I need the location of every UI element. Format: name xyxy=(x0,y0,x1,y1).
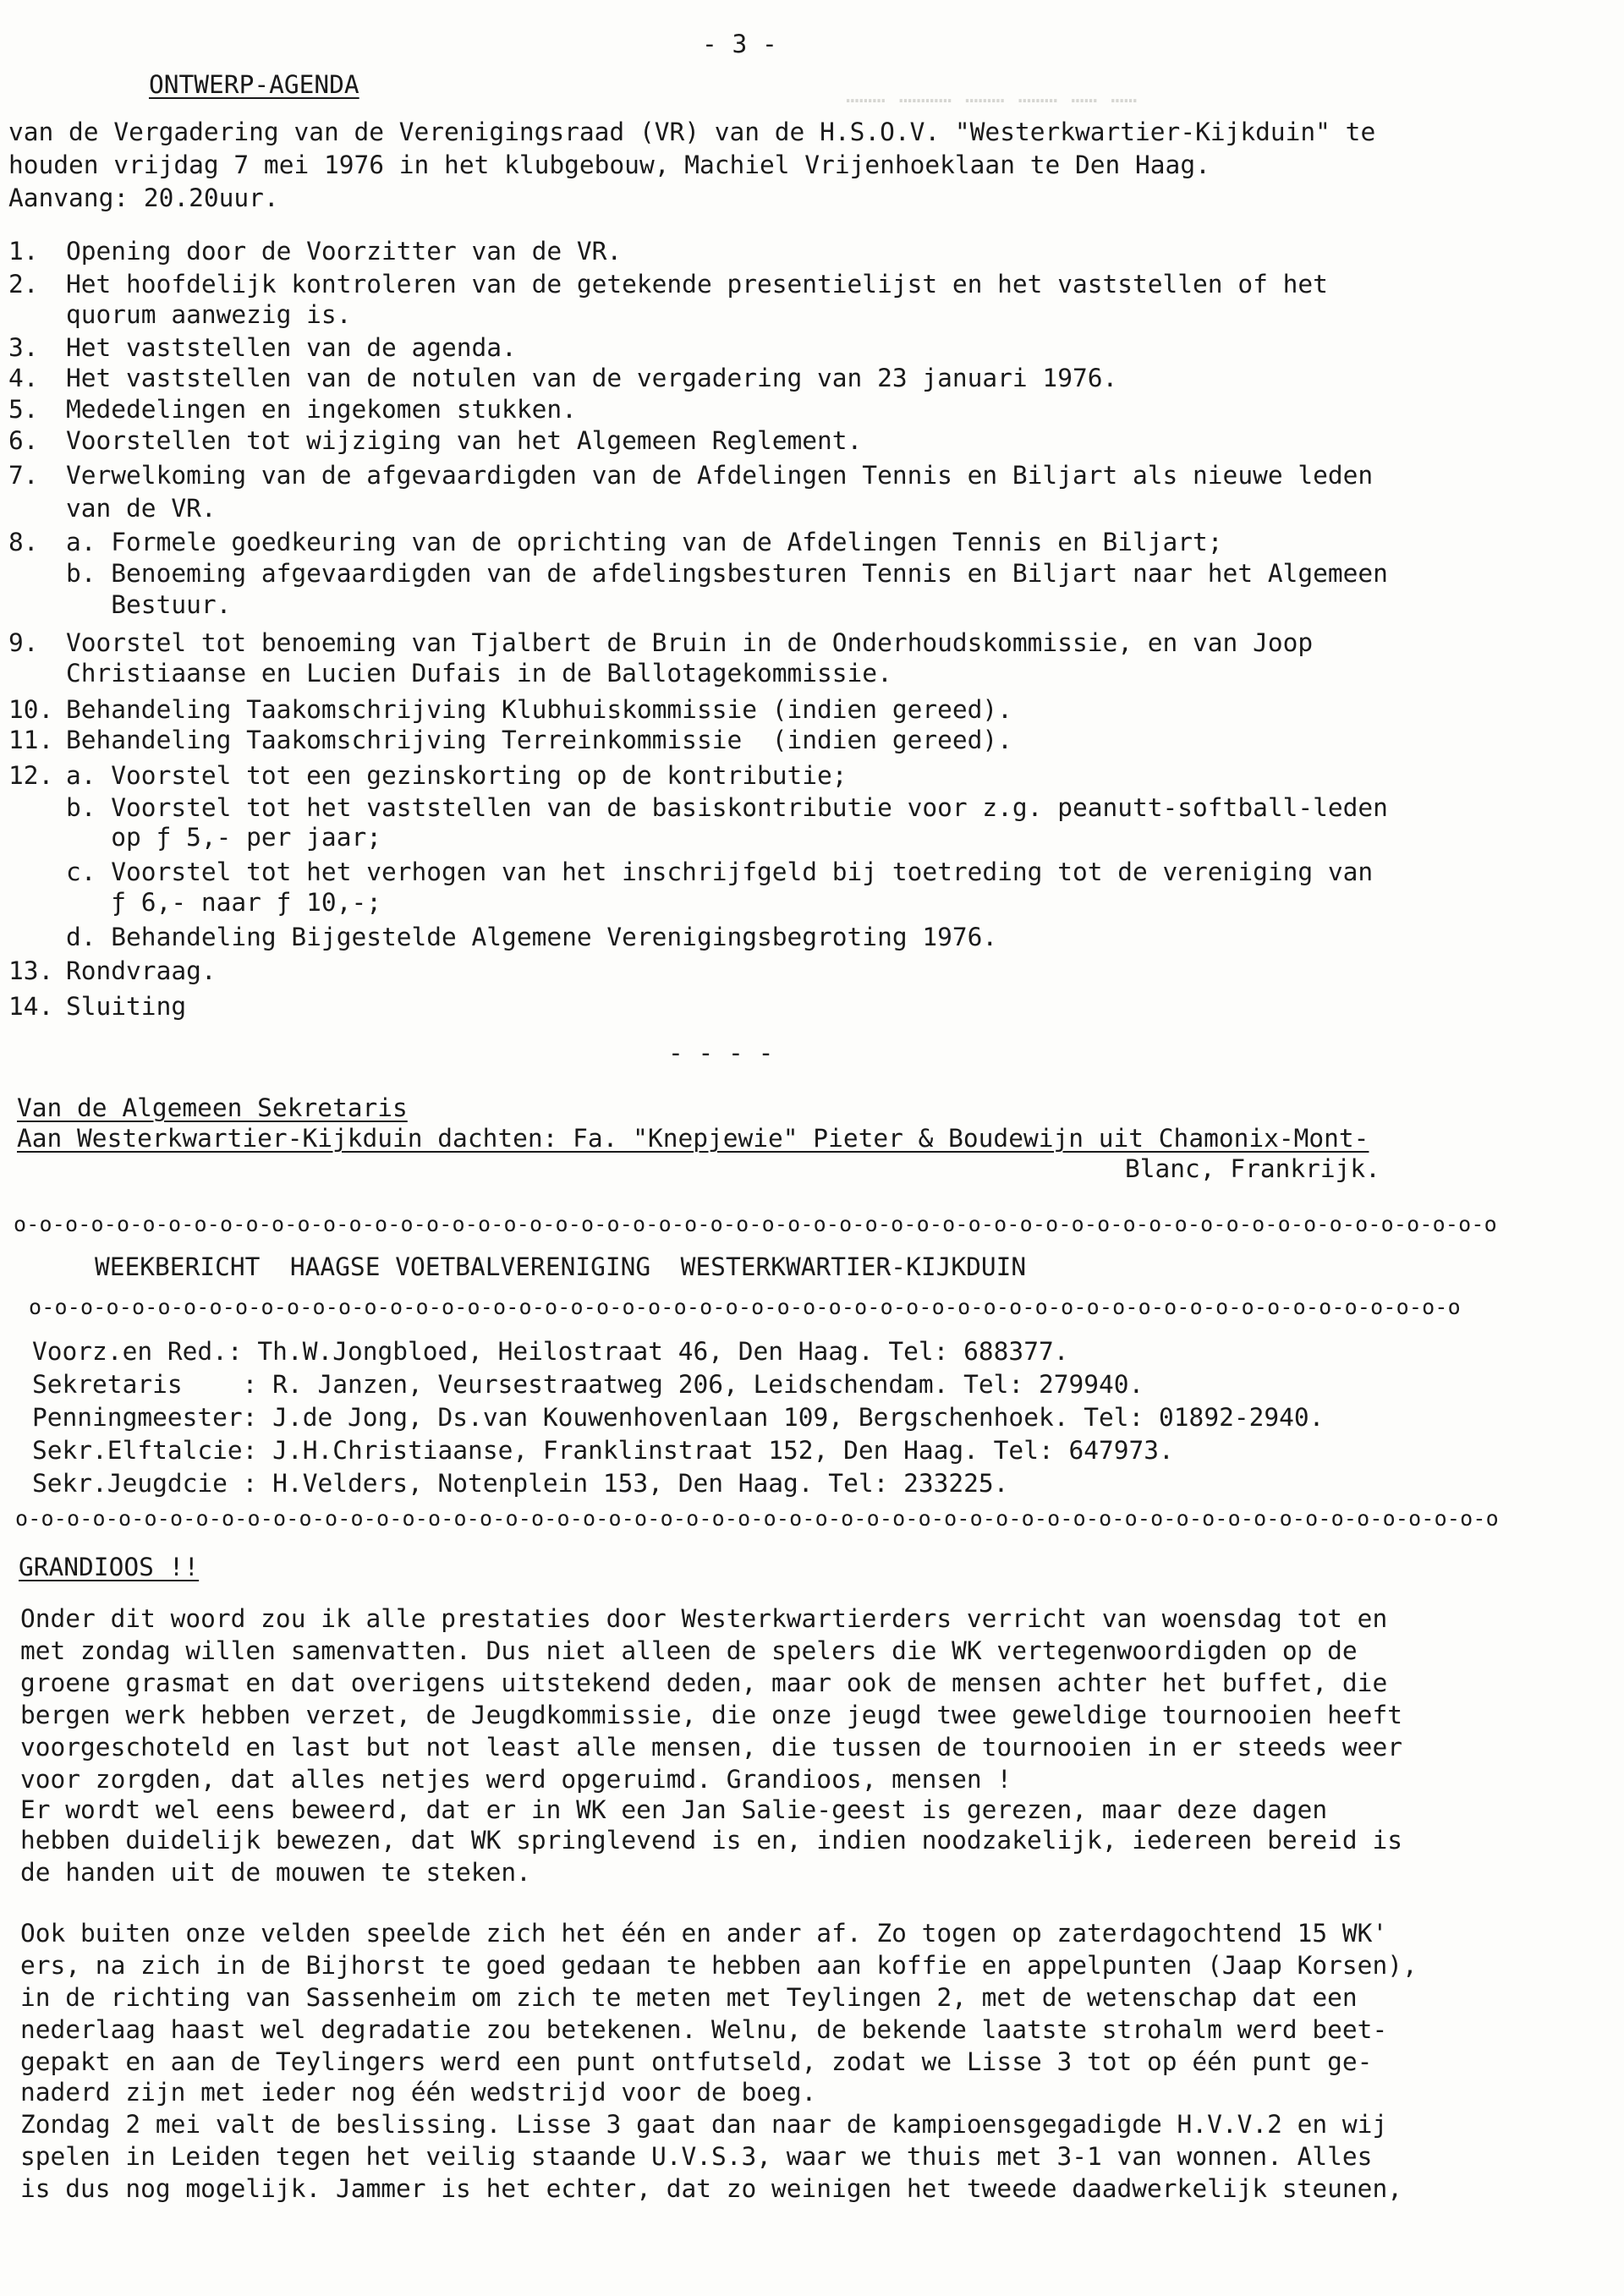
agenda-item-text: Het vaststellen van de notulen van de vergadering van 23 januari 1976. xyxy=(66,364,1118,392)
agenda-item-number: 2. xyxy=(8,270,39,299)
agenda-item-number: 11. xyxy=(8,726,54,754)
separator-line: o-o-o-o-o-o-o-o-o-o-o-o-o-o-o-o-o-o-o-o-o-o-o-o-o-o-o-o-o-o-o-o-o-o-o-o-o-o-o-o-o-o-o-o-o-o-o-o-o-o-o-o-o-o-o-o-o-o xyxy=(15,1506,1499,1531)
agenda-item-text: Behandeling Taakomschrijving Terreinkommissie (indien gereed). xyxy=(66,726,1012,754)
agenda-item-text: c. Voorstel tot het verhogen van het inschrijfgeld bij toetreding tot de vereniging van xyxy=(66,858,1374,886)
agenda-item-number: 1. xyxy=(8,237,39,266)
separator-line: o-o-o-o-o-o-o-o-o-o-o-o-o-o-o-o-o-o-o-o-o-o-o-o-o-o-o-o-o-o-o-o-o-o-o-o-o-o-o-o-o-o-o-o-o-o-o-o-o-o-o-o-o-o-o-o xyxy=(29,1295,1461,1319)
agenda-item-number: 13. xyxy=(8,956,54,985)
agenda-item-text: a. Formele goedkeuring van de oprichting van de Afdelingen Tennis en Biljart; xyxy=(66,528,1223,556)
bleed-through-text: ……… ………… ……… ……… …… …… xyxy=(846,83,1138,108)
agenda-item-text: op ƒ 5,- per jaar; xyxy=(66,823,381,852)
agenda-item-number: 10. xyxy=(8,695,54,724)
agenda-item-text: Rondvraag. xyxy=(66,956,217,985)
article-line: naderd zijn met ieder nog één wedstrijd voor de boeg. xyxy=(20,2078,817,2107)
agenda-item-text: Voorstellen tot wijziging van het Algemeen Reglement. xyxy=(66,426,863,455)
agenda-item-number: 4. xyxy=(8,364,39,392)
separator-line: o-o-o-o-o-o-o-o-o-o-o-o-o-o-o-o-o-o-o-o-o-o-o-o-o-o-o-o-o-o-o-o-o-o-o-o-o-o-o-o-o-o-o-o-o-o-o-o-o-o-o-o-o-o-o-o-o-o xyxy=(14,1212,1497,1236)
secretary-line: Aan Westerkwartier-Kijkduin dachten: Fa. "Knepjewie" Pieter & Boudewijn uit Chamonix-Mont- xyxy=(17,1124,1369,1153)
agenda-item-text: d. Behandeling Bijgestelde Algemene Verenigingsbegroting 1976. xyxy=(66,923,998,951)
article-heading: GRANDIOOS !! xyxy=(19,1553,200,1581)
article-line: bergen werk hebben verzet, de Jeugdkommissie, die onze jeugd twee geweldige tournooien heeft xyxy=(20,1701,1402,1729)
contact-line: Penningmeester: J.de Jong, Ds.van Kouwenhovenlaan 109, Bergschenhoek. Tel: 01892-2940. xyxy=(32,1403,1325,1432)
agenda-item-text: Opening door de Voorzitter van de VR. xyxy=(66,237,623,266)
page-number: - 3 - xyxy=(702,30,777,58)
contact-line: Sekr.Jeugdcie : H.Velders, Notenplein 153, Den Haag. Tel: 233225. xyxy=(32,1469,1009,1498)
agenda-item-text: b. Voorstel tot het vaststellen van de basiskontributie voor z.g. peanutt-softball-leden xyxy=(66,793,1388,822)
secretary-line: Blanc, Frankrijk. xyxy=(1125,1154,1380,1183)
agenda-item-number: 14. xyxy=(8,992,54,1021)
weekbericht-title: WEEKBERICHT HAAGSE VOETBALVERENIGING WESTERKWARTIER-KIJKDUIN xyxy=(95,1252,1027,1281)
agenda-item-text: Bestuur. xyxy=(66,590,232,619)
agenda-item-text: quorum aanwezig is. xyxy=(66,300,352,329)
article-line: Zondag 2 mei valt de beslissing. Lisse 3 gaat dan naar de kampioensgegadigde H.V.V.2 en wij xyxy=(20,2110,1388,2139)
article-line: spelen in Leiden tegen het veilig staande U.V.S.3, waar we thuis met 3-1 van wonnen. Alles xyxy=(20,2142,1373,2171)
agenda-item-text: Mededelingen en ingekomen stukken. xyxy=(66,395,577,424)
agenda-item-number: 6. xyxy=(8,426,39,455)
agenda-item-text: a. Voorstel tot een gezinskorting op de kontributie; xyxy=(66,761,848,790)
article-line: voorgeschoteld en last but not least alle mensen, die tussen de tournooien in er steeds weer xyxy=(20,1733,1402,1762)
agenda-item-text: Voorstel tot benoeming van Tjalbert de Bruin in de Onderhoudskommissie, en van Joop xyxy=(66,628,1314,657)
agenda-item-text: Verwelkoming van de afgevaardigden van de Afdelingen Tennis en Biljart als nieuwe leden xyxy=(66,461,1374,490)
agenda-item-number: 9. xyxy=(8,628,39,657)
article-line: voor zorgden, dat alles netjes werd opgeruimd. Grandioos, mensen ! xyxy=(20,1765,1012,1794)
article-line: hebben duidelijk bewezen, dat WK springlevend is en, indien noodzakelijk, iedereen bereid is xyxy=(20,1826,1402,1855)
article-line: Ook buiten onze velden speelde zich het één en ander af. Zo togen op zaterdagochtend 15 WK' xyxy=(20,1919,1388,1948)
contact-line: Voorz.en Red.: Th.W.Jongbloed, Heilostraat 46, Den Haag. Tel: 688377. xyxy=(32,1337,1069,1366)
article-line: in de richting van Sassenheim om zich te meten met Teylingen 2, met de wetenschap dat een xyxy=(20,1983,1358,2012)
agenda-intro-line: Aanvang: 20.20uur. xyxy=(8,184,279,212)
agenda-item-text: Behandeling Taakomschrijving Klubhuiskommissie (indien gereed). xyxy=(66,695,1012,724)
agenda-item-text: b. Benoeming afgevaardigden van de afdelingsbesturen Tennis en Biljart naar het Algemeen xyxy=(66,559,1388,588)
article-line: is dus nog mogelijk. Jammer is het echter, dat zo weinigen het tweede daadwerkelijk steunen, xyxy=(20,2174,1402,2203)
article-line: met zondag willen samenvatten. Dus niet alleen de spelers die WK vertegenwoordigden op de xyxy=(20,1636,1358,1665)
agenda-item-text: ƒ 6,- naar ƒ 10,-; xyxy=(66,888,381,917)
agenda-item-number: 12. xyxy=(8,761,54,790)
article-line: de handen uit de mouwen te steken. xyxy=(20,1858,531,1887)
agenda-item-text: van de VR. xyxy=(66,494,217,523)
agenda-item-text: Het vaststellen van de agenda. xyxy=(66,333,517,362)
article-line: Er wordt wel eens beweerd, dat er in WK een Jan Salie-geest is gerezen, maar deze dagen xyxy=(20,1795,1328,1824)
article-line: ers, na zich in de Bijhorst te goed gedaan te hebben aan koffie en appelpunten (Jaap Korsen), xyxy=(20,1951,1418,1980)
article-line: nederlaag haast wel degradatie zou betekenen. Welnu, de bekende laatste strohalm werd beet- xyxy=(20,2015,1388,2044)
article-line: groene grasmat en dat overigens uitstekend deden, maar ook de mensen achter het buffet, die xyxy=(20,1669,1388,1697)
agenda-item-text: Christiaanse en Lucien Dufais in de Ballotagekommissie. xyxy=(66,659,892,688)
agenda-item-number: 8. xyxy=(8,528,39,556)
article-line: Onder dit woord zou ik alle prestaties door Westerkwartierders verricht van woensdag tot en xyxy=(20,1604,1388,1633)
agenda-intro-line: van de Vergadering van de Verenigingsraad (VR) van de H.S.O.V. "Westerkwartier-Kijkduin" te xyxy=(8,118,1376,146)
agenda-item-text: Het hoofdelijk kontroleren van de getekende presentielijst en het vaststellen of het xyxy=(66,270,1328,299)
agenda-item-number: 7. xyxy=(8,461,39,490)
agenda-item-number: 5. xyxy=(8,395,39,424)
secretary-heading: Van de Algemeen Sekretaris xyxy=(17,1093,408,1122)
contact-line: Sekr.Elftalcie: J.H.Christiaanse, Franklinstraat 152, Den Haag. Tel: 647973. xyxy=(32,1436,1174,1465)
agenda-item-text: Sluiting xyxy=(66,992,187,1021)
agenda-intro-line: houden vrijdag 7 mei 1976 in het klubgebouw, Machiel Vrijenhoeklaan te Den Haag. xyxy=(8,151,1210,179)
article-line: gepakt en aan de Teylingers werd een punt ontfutseld, zodat we Lisse 3 tot op één punt ge- xyxy=(20,2047,1373,2076)
agenda-end-mark: - - - - xyxy=(668,1038,774,1067)
agenda-item-number: 3. xyxy=(8,333,39,362)
agenda-heading: ONTWERP-AGENDA xyxy=(149,70,359,99)
contact-line: Sekretaris : R. Janzen, Veursestraatweg 206, Leidschendam. Tel: 279940. xyxy=(32,1370,1144,1399)
